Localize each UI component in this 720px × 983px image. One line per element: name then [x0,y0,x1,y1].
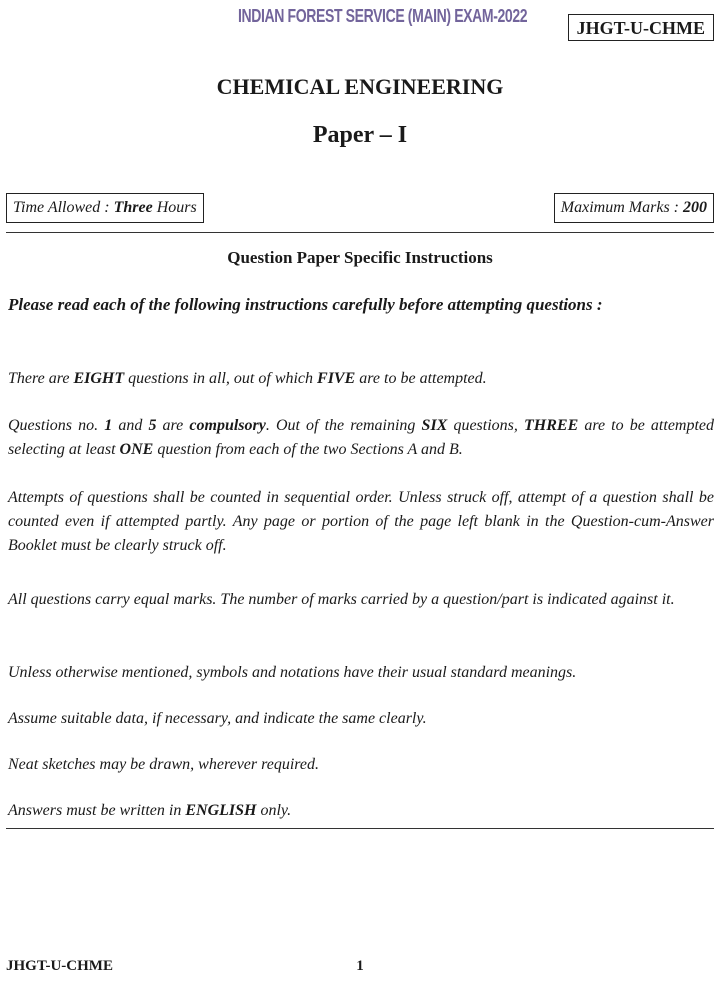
paper-number: Paper – I [312,122,408,148]
exam-stamp: INDIAN FOREST SERVICE (MAIN) EXAM-2022 [238,6,528,26]
instruction-question-count [8,367,714,391]
time-allowed-suffix: Hours [152,199,197,216]
instruction-text: are [156,417,190,434]
instruction-symbols: Unless otherwise mentioned, symbols and notations have their usual standard meanings. [8,664,577,681]
instruction-emphasis: THREE [524,417,579,434]
instruction-emphasis: 5 [148,417,157,434]
instruction-text: and [112,417,149,434]
paper-subject-title: CHEMICAL ENGINEERING [216,74,504,99]
instruction-text: There are [8,370,74,387]
instruction-text: questions in all, out of which [124,370,318,387]
instruction-compulsory [8,414,714,462]
maximum-marks-box [554,193,714,223]
instruction-emphasis: compulsory [189,417,266,434]
instruction-attempt-order: Attempts of questions shall be counted in sequential order. Unless struck off, attempt of a question shall be counted even if attempted partly. Any page or portion of the page left blank in the Question-cum-Answer Booklet must be clearly struck off. [8,489,714,554]
instruction-emphasis: 1 [104,417,113,434]
time-allowed-value: Three [113,199,153,216]
instruction-text: Answers must be written in [8,802,186,819]
instruction-text: question from each of the two Sections A and B. [153,441,463,458]
instructions-lead: Please read each of the following instructions carefully before attempting questions : [8,295,603,314]
maximum-marks-value: 200 [683,199,707,216]
maximum-marks-label: Maximum Marks : [560,199,683,216]
instruction-text: are to be attempted selecting at least [8,417,715,458]
instruction-equal-marks: All questions carry equal marks. The number of marks carried by a question/part is indicated against it. [8,591,675,608]
top-divider [6,232,714,233]
time-allowed-label: Time Allowed : [13,199,114,216]
footer-paper-code: JHGT-U-CHME [6,958,113,974]
bottom-divider [6,828,714,829]
instruction-assume-data: Assume suitable data, if necessary, and indicate the same clearly. [8,710,427,727]
page-number: 1 [356,958,364,974]
instruction-emphasis: FIVE [317,370,356,387]
instruction-emphasis: SIX [421,417,448,434]
paper-code-box: JHGT-U-CHME [568,14,714,41]
instruction-emphasis: ENGLISH [185,802,257,819]
instruction-language [8,799,714,823]
instruction-emphasis: EIGHT [73,370,125,387]
instruction-text: are to be attempted. [355,370,487,387]
time-allowed-box [6,193,204,223]
instruction-sketches: Neat sketches may be drawn, wherever required. [8,756,320,773]
instruction-text: . Out of the remaining [265,417,422,434]
instructions-heading: Question Paper Specific Instructions [227,248,493,267]
instruction-emphasis: ONE [119,441,154,458]
instruction-text: questions, [447,417,524,434]
instruction-text: Questions no. [8,417,105,434]
instruction-text: only. [256,802,292,819]
